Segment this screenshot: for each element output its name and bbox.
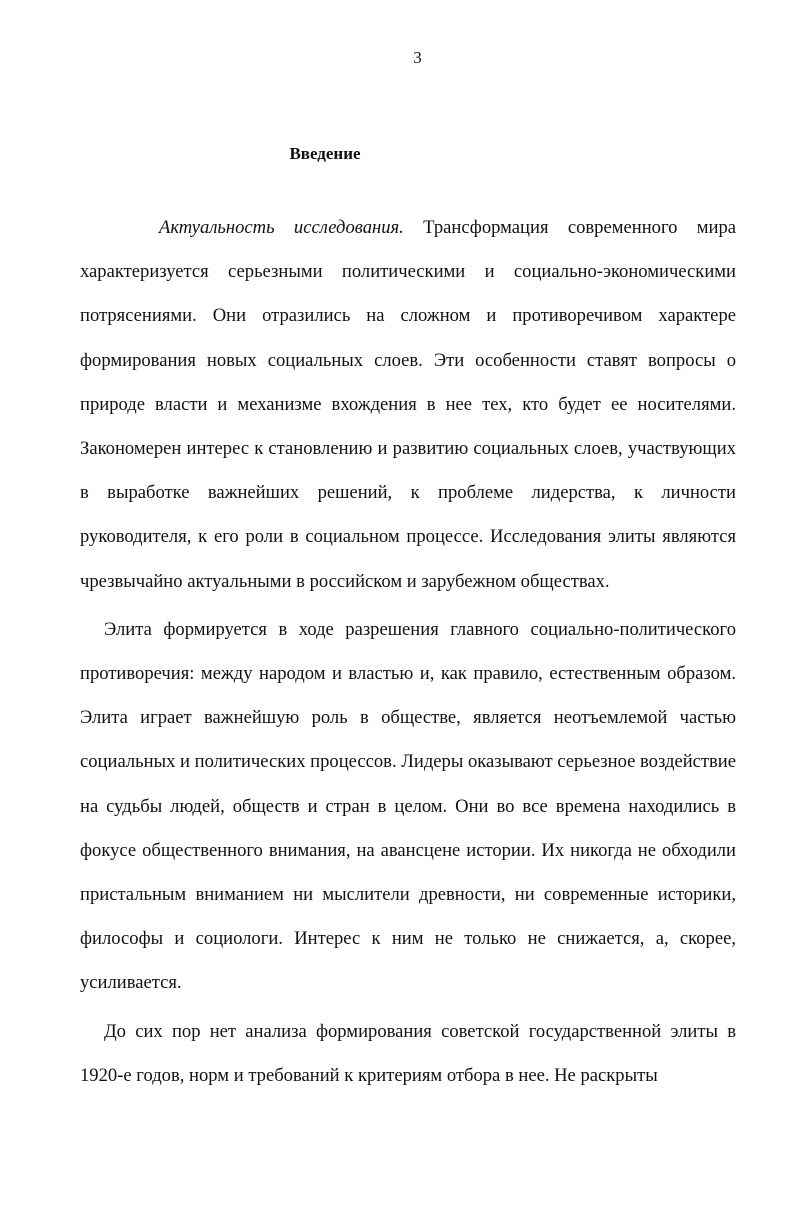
paragraph-elite-formation — [80, 608, 736, 1006]
paragraph-text: До сих пор нет анализа формирования советской государственной элиты в 1920-е годов, норм и требований к критериям отбора в нее. Не раскрыты — [80, 1020, 736, 1086]
body-text — [80, 206, 736, 1098]
page-number: 3 — [413, 48, 422, 67]
paragraph-relevance — [80, 206, 736, 604]
paragraph-text: Трансформация современного мира характеризуется серьезными политическими и социально-экономическими потрясениями. Они отразились на сложном и противоречивом характере формирования новых социальных слоев. Эти особенности ставят вопросы о природе власти и механизме вхождения в нее тех, кто будет ее носителями. Закономерен интерес к становлению и развитию социальных слоев, участвующих в выработке важнейших решений, к проблеме лидерства, к личности руководителя, к его роли в социальном процессе. Исследования элиты являются чрезвычайно актуальными в российском и зарубежном обществах. — [80, 217, 737, 592]
section-heading: Введение — [289, 144, 361, 163]
paragraph-lead: Актуальность исследования. — [159, 217, 404, 238]
paragraph-analysis-gap — [80, 1010, 736, 1098]
paragraph-text: Элита формируется в ходе разрешения главного социально-политического противоречия: между народом и властью и, как правило, естественным образом. Элита играет важнейшую роль в обществе, является неотъемлемой частью социальных и политических процессов. Лидеры оказывают серьезное воздействие на судьбы людей, обществ и стран в целом. Они во все времена находились в фокусе общественного внимания, на авансцене истории. Их никогда не обходили пристальным вниманием ни мыслители древности, ни современные историки, философы и социологи. Интерес к ним не только не снижается, а, скорее, усиливается. — [80, 618, 737, 994]
